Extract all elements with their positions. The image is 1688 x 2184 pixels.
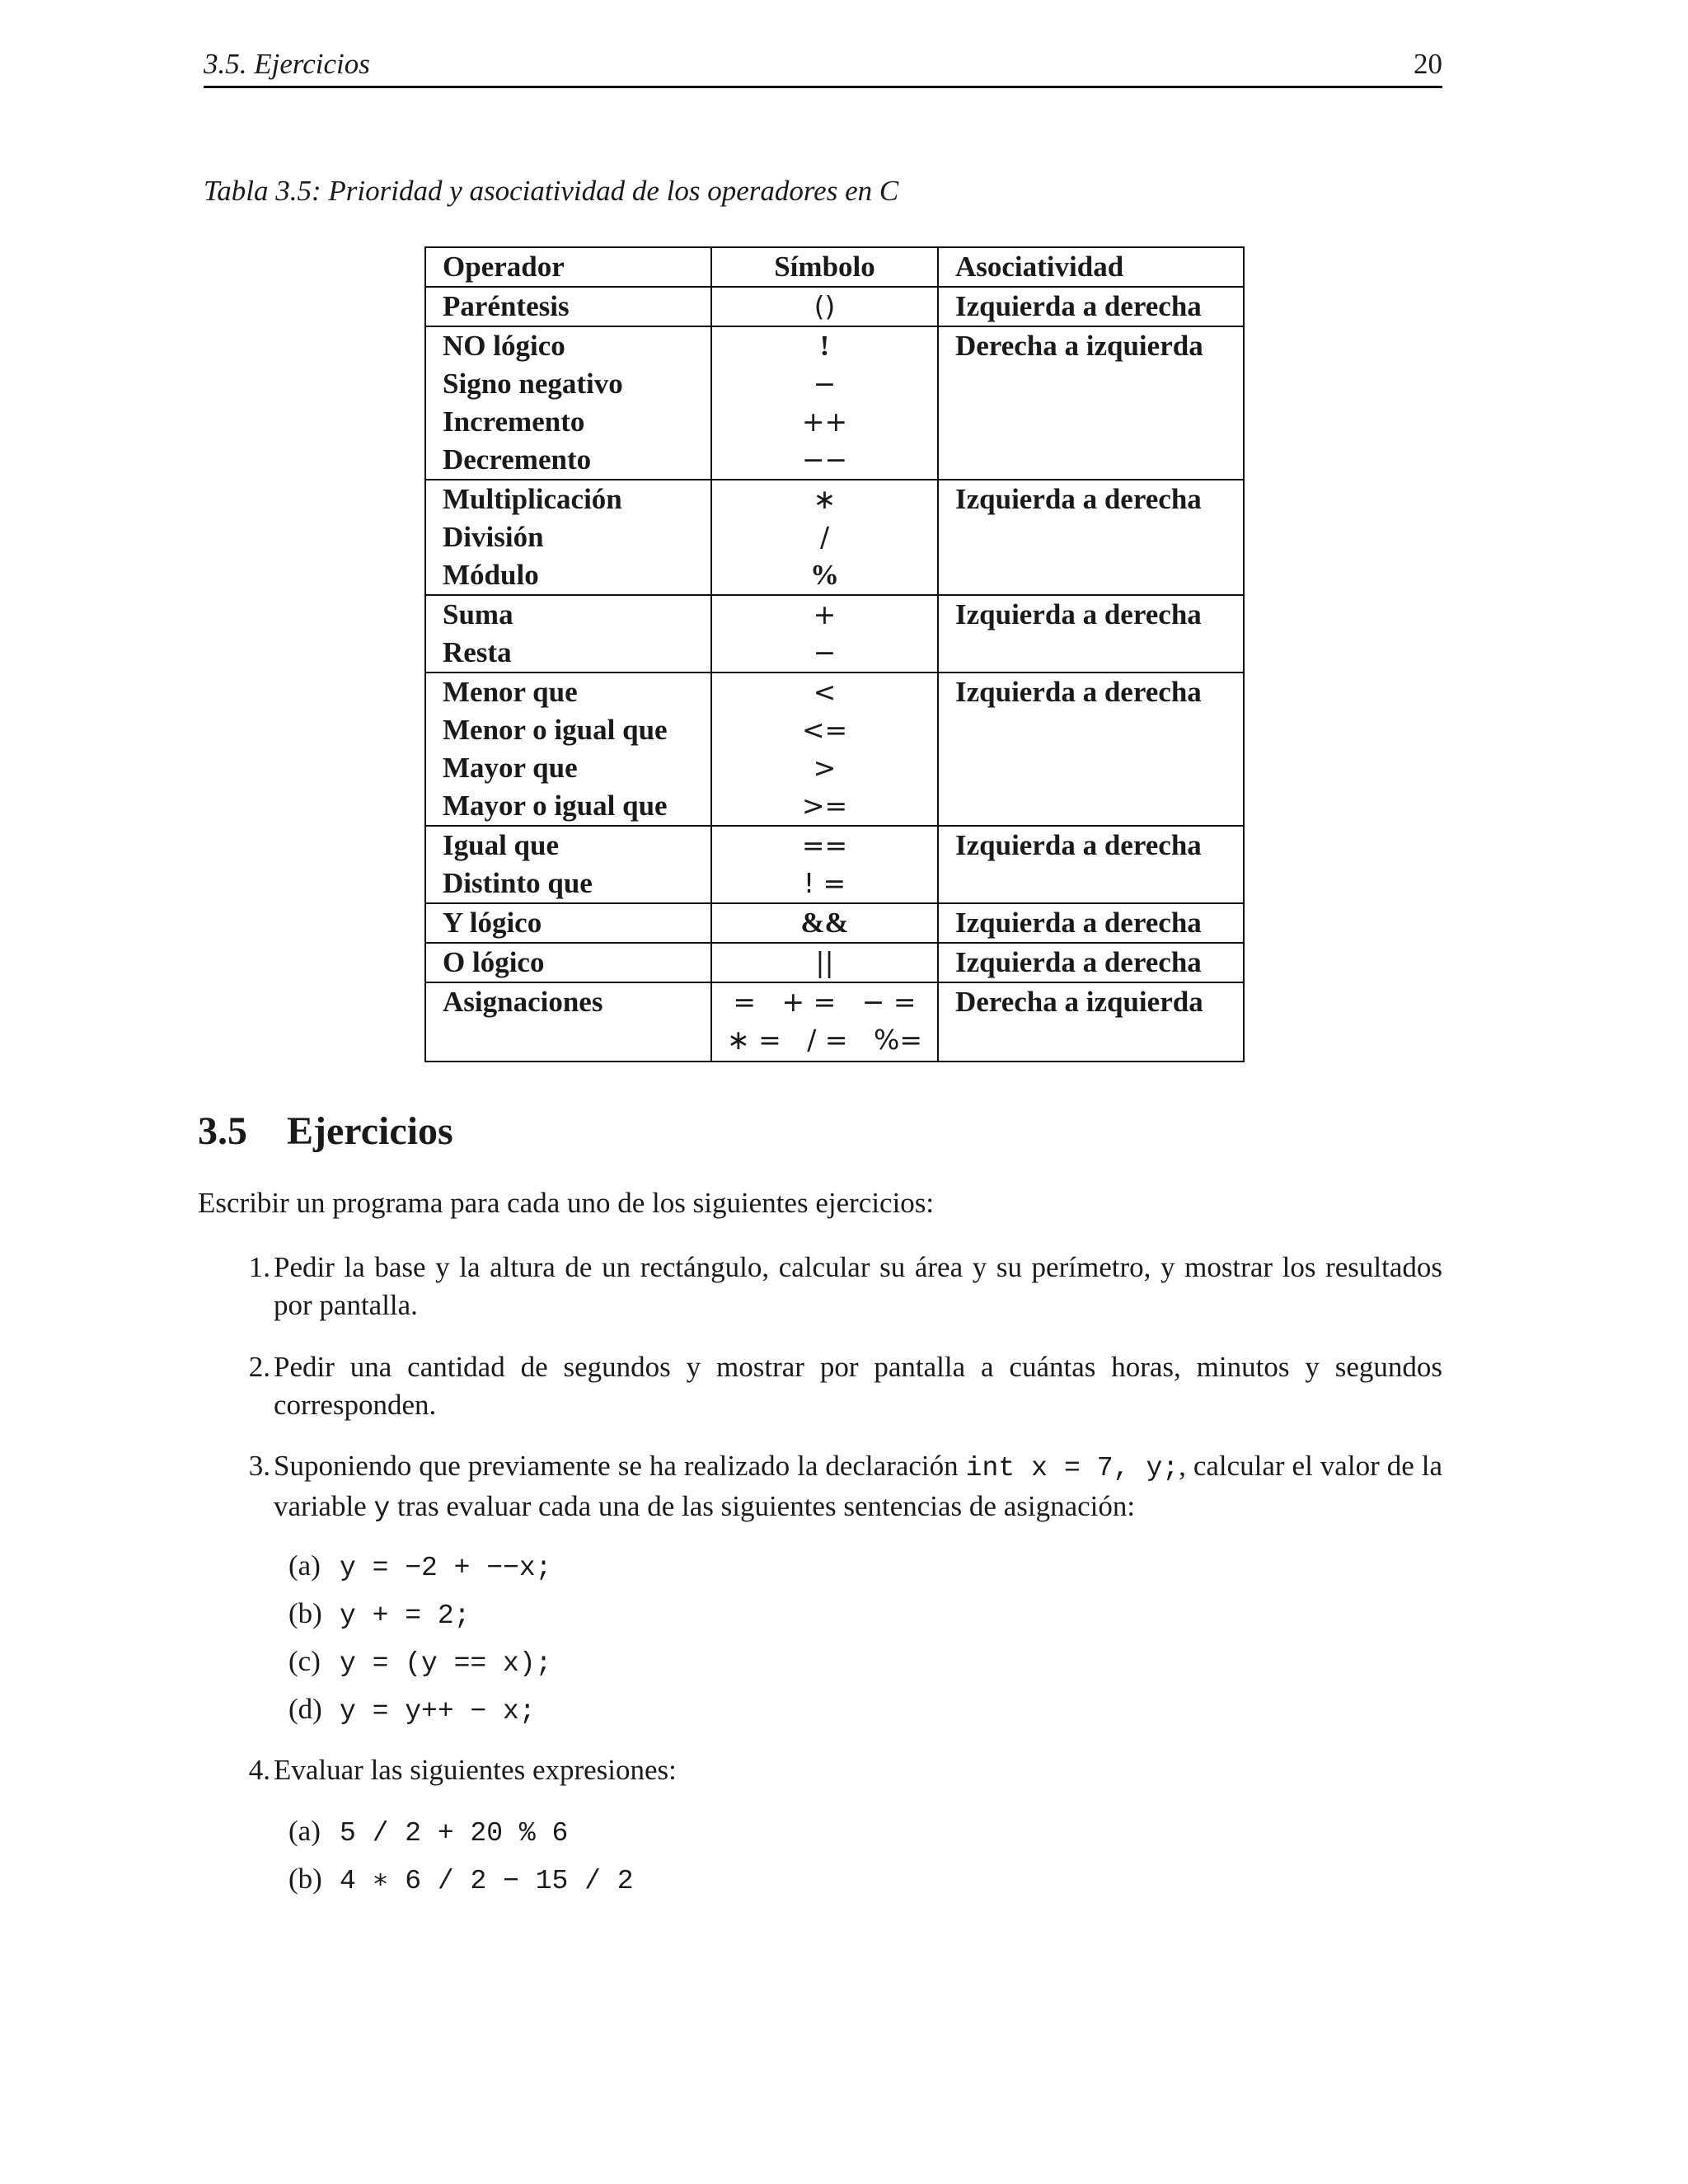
column-header-simbolo: Símbolo (774, 251, 875, 283)
associativity: Izquierda a derecha (955, 483, 1202, 515)
table-row (425, 826, 1244, 903)
sub-item-label: (a) (288, 1815, 321, 1847)
exercise-text-part: , calcular el valor de la variable (274, 1450, 1442, 1522)
operator-name: División (443, 521, 544, 553)
operator-symbol: −− (801, 443, 848, 476)
sub-item-code: y = (y == x); (340, 1648, 552, 1679)
exercise-text-part: tras evaluar cada una de las siguientes sentencias de asignación: (397, 1490, 1136, 1522)
operator-symbol: + (813, 598, 837, 630)
operator-symbol: ∗ (813, 483, 837, 515)
sub-item-code: 5 / 2 + 20 % 6 (340, 1818, 569, 1849)
operator-symbol: && (800, 907, 849, 939)
table-row (425, 903, 1244, 943)
sub-item-label: (b) (288, 1597, 322, 1629)
exercise-number: 2. (248, 1351, 270, 1383)
table-row (425, 943, 1244, 982)
operator-name: Signo negativo (443, 368, 623, 400)
exercise-text: Evaluar las siguientes expresiones: (274, 1754, 677, 1786)
operator-symbol: − (813, 368, 837, 400)
operator-symbol: / (819, 521, 830, 553)
operator-name: O lógico (443, 946, 545, 978)
operator-name: Asignaciones (443, 986, 603, 1018)
sub-item (288, 1812, 568, 1853)
operator-symbol: % (810, 559, 839, 591)
section-title: Ejercicios (287, 1109, 453, 1153)
associativity: Izquierda a derecha (955, 676, 1202, 708)
exercise-number: 3. (248, 1450, 270, 1482)
associativity: Izquierda a derecha (955, 829, 1202, 861)
exercise-item-4 (231, 1751, 1442, 1789)
operator-symbol: ! (819, 330, 830, 362)
running-header (204, 43, 1442, 88)
sub-item (288, 1643, 551, 1683)
operator-symbol: > (813, 752, 837, 784)
sub-item (288, 1547, 551, 1587)
code-variable: y (373, 1493, 391, 1524)
table-caption: Tabla 3.5: Prioridad y asociatividad de los operadores en C (204, 175, 899, 207)
sub-item (288, 1690, 536, 1731)
associativity: Izquierda a derecha (955, 907, 1202, 939)
operator-symbol: >= (801, 790, 848, 822)
sub-item (288, 1860, 634, 1900)
operator-symbol: || (815, 946, 834, 978)
associativity: Derecha a izquierda (955, 986, 1203, 1018)
code-declaration: int x = 7, y; (965, 1453, 1179, 1483)
sub-item (288, 1595, 470, 1635)
operator-name: Y lógico (443, 907, 542, 939)
exercise-number: 4. (248, 1754, 270, 1786)
column-header-asociatividad: Asociatividad (955, 251, 1124, 283)
associativity: Izquierda a derecha (955, 598, 1202, 630)
operator-name: Menor que (443, 676, 578, 708)
operator-name: Decremento (443, 443, 592, 476)
operator-name: Igual que (443, 829, 560, 861)
operator-name: Suma (443, 598, 513, 630)
operator-name: Resta (443, 636, 512, 668)
table-row (425, 287, 1244, 326)
operator-symbol: <= (801, 714, 848, 746)
operator-symbol: ∗ = / = %= (727, 1024, 922, 1056)
exercise-item-3 (231, 1447, 1442, 1528)
table-row (425, 982, 1244, 1062)
exercise-text: Pedir la base y la altura de un rectángulo, calcular su área y su perímetro, y mostrar los resultados por pantalla. (274, 1251, 1442, 1321)
exercise-text: Pedir una cantidad de segundos y mostrar por pantalla a cuántas horas, minutos y segundos corresponden. (274, 1351, 1442, 1421)
associativity: Izquierda a derecha (955, 946, 1202, 978)
operator-name: Mayor o igual que (443, 790, 668, 822)
sub-item-code: y + = 2; (340, 1601, 471, 1631)
table-row (425, 673, 1244, 826)
sub-item-label: (a) (288, 1549, 321, 1582)
section-intro: Escribir un programa para cada uno de los siguientes ejercicios: (198, 1187, 935, 1219)
table-row (425, 480, 1244, 595)
operator-name: Incremento (443, 405, 585, 438)
exercise-text (274, 1447, 1442, 1528)
table-row (425, 595, 1244, 673)
sub-item-label: (c) (288, 1645, 321, 1677)
exercise-text-part: Suponiendo que previamente se ha realizado la declaración (274, 1450, 959, 1482)
exercise-item-1 (231, 1249, 1442, 1324)
operator-symbol: == (801, 829, 848, 861)
table-row (425, 326, 1244, 480)
exercise-number: 1. (248, 1251, 270, 1283)
operator-name: Módulo (443, 559, 539, 591)
operator-symbol: = + = − = (733, 986, 917, 1018)
operator-name: Mayor que (443, 752, 578, 784)
column-header-operador: Operador (443, 251, 565, 283)
sub-item-code: 4 ∗ 6 / 2 − 15 / 2 (340, 1866, 634, 1896)
section-heading (198, 1108, 453, 1154)
operator-name: Distinto que (443, 867, 593, 899)
operator-symbol: < (813, 676, 837, 708)
associativity: Derecha a izquierda (955, 330, 1203, 362)
sub-item-code: y = −2 + −−x; (340, 1553, 552, 1583)
operator-symbol: ++ (801, 405, 848, 438)
operator-symbol: − (813, 636, 837, 668)
running-header-section: 3.5. Ejercicios (204, 48, 370, 80)
operator-symbol: () (814, 290, 836, 322)
sub-item-label: (b) (288, 1863, 322, 1895)
operator-symbol: ! = (803, 867, 846, 899)
exercise-item-2 (231, 1348, 1442, 1424)
page-number: 20 (1414, 48, 1442, 80)
sub-item-code: y = y++ − x; (340, 1696, 536, 1727)
operator-name: Multiplicación (443, 483, 622, 515)
operator-name: NO lógico (443, 330, 565, 362)
operator-precedence-table (424, 246, 1245, 1062)
table-header-row (425, 247, 1244, 287)
section-number: 3.5 (198, 1109, 247, 1153)
associativity: Izquierda a derecha (955, 290, 1202, 322)
operator-name: Menor o igual que (443, 714, 668, 746)
sub-item-label: (d) (288, 1693, 322, 1725)
operator-name: Paréntesis (443, 290, 570, 322)
